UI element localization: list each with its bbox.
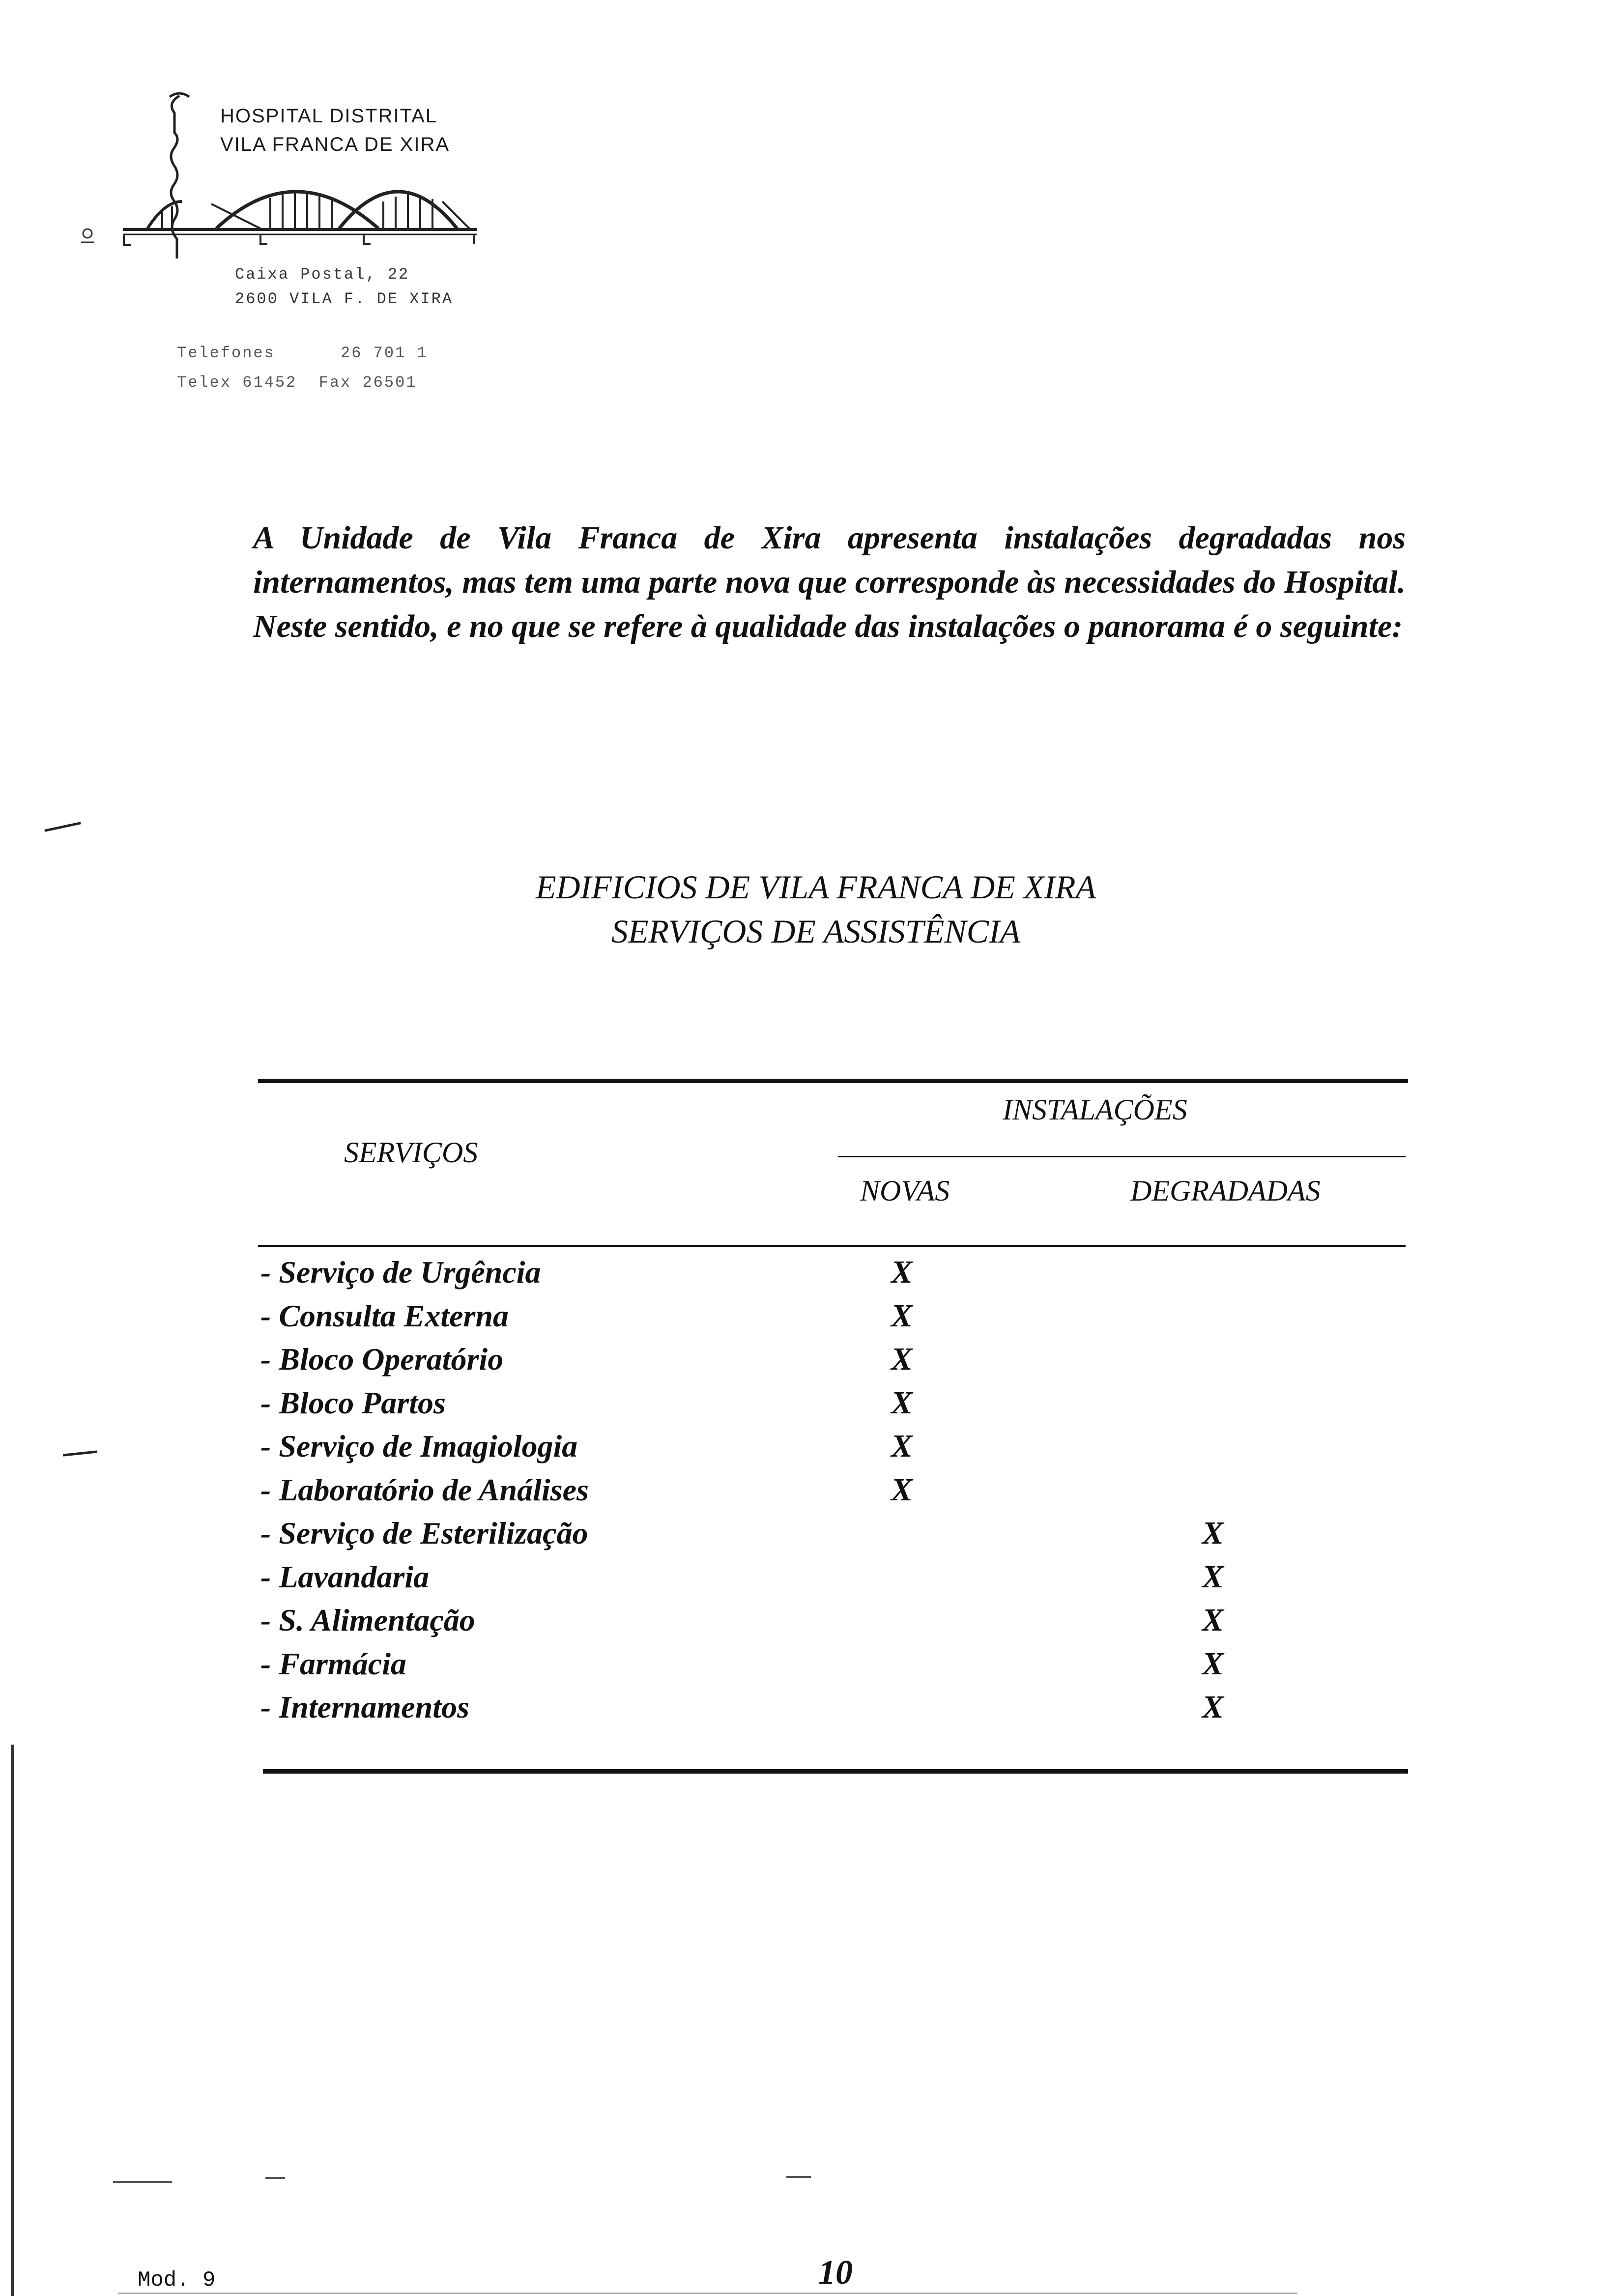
header-bottom-rule [258, 1245, 1406, 1247]
scan-edge-line [11, 1745, 14, 2296]
table-row-service-label: - Internamentos [260, 1690, 469, 1724]
letterhead-phone: Telefones 26 701 1 [177, 344, 428, 362]
mark-novas: X [891, 1254, 913, 1290]
table-row-service-label: - S. Alimentação [260, 1603, 475, 1637]
document-title: EDIFICIOS DE VILA FRANCA DE XIRA [535, 868, 1096, 906]
scan-mark [44, 822, 81, 832]
scan-mark [63, 1450, 97, 1456]
mark-novas: X [891, 1298, 913, 1334]
table-row-service-label: - Farmácia [260, 1646, 406, 1681]
mark-novas: X [891, 1428, 913, 1464]
table-row-service-label: - Laboratório de Análises [260, 1472, 589, 1507]
document-subtitle: SERVIÇOS DE ASSISTÊNCIA [611, 913, 1021, 950]
letterhead-address-line2: 2600 VILA F. DE XIRA [235, 290, 454, 308]
column-header-degradadas: DEGRADADAS [1130, 1175, 1321, 1207]
intro-paragraph: A Unidade de Vila Franca de Xira apresenta instalações degradadas nos internamentos, mas tem uma parte nova que corresponde às necessidades do Hospital. Neste sentido, e no que se refere à qualidade das instalações o panorama é o seguinte: [253, 520, 1406, 644]
column-header-novas: NOVAS [860, 1175, 950, 1207]
letterhead-address-line1: Caixa Postal, 22 [235, 265, 410, 284]
column-group-header-instalacoes: INSTALAÇÕES [1003, 1093, 1187, 1126]
mark-degradadas: X [1202, 1602, 1224, 1638]
letterhead-telex-fax: Telex 61452 Fax 26501 [177, 373, 417, 392]
mark-degradadas: X [1202, 1689, 1224, 1725]
table-row-service-label: - Bloco Partos [260, 1385, 446, 1420]
mark-degradadas: X [1202, 1646, 1224, 1682]
scan-speck [786, 2176, 811, 2178]
table-top-rule [258, 1079, 1408, 1083]
table-row-service-label: - Serviço de Esterilização [260, 1516, 588, 1550]
scan-speck [113, 2181, 172, 2183]
table-row-service-label: - Consulta Externa [260, 1298, 509, 1333]
column-header-services: SERVIÇOS [344, 1136, 478, 1169]
mark-degradadas: X [1202, 1559, 1224, 1595]
table-row-service-label: - Serviço de Urgência [260, 1255, 541, 1290]
page-number: 10 [818, 2254, 853, 2292]
group-header-rule [838, 1156, 1406, 1157]
table-bottom-rule [263, 1769, 1408, 1774]
scan-speck [265, 2177, 285, 2179]
table-row-service-label: - Bloco Operatório [260, 1342, 504, 1377]
mark-novas: X [891, 1341, 913, 1377]
scan-speck [118, 2293, 1297, 2294]
letterhead-hospital-location: VILA FRANCA DE XIRA [220, 134, 450, 155]
mark-novas: X [891, 1385, 913, 1421]
mark-novas: X [891, 1472, 913, 1508]
form-number: Mod. 9 [138, 2268, 216, 2293]
letterhead-hospital-name: HOSPITAL DISTRITAL [220, 105, 437, 127]
table-row-service-label: - Lavandaria [260, 1559, 430, 1594]
table-row-service-label: - Serviço de Imagiologia [260, 1429, 578, 1464]
mark-degradadas: X [1202, 1515, 1224, 1551]
